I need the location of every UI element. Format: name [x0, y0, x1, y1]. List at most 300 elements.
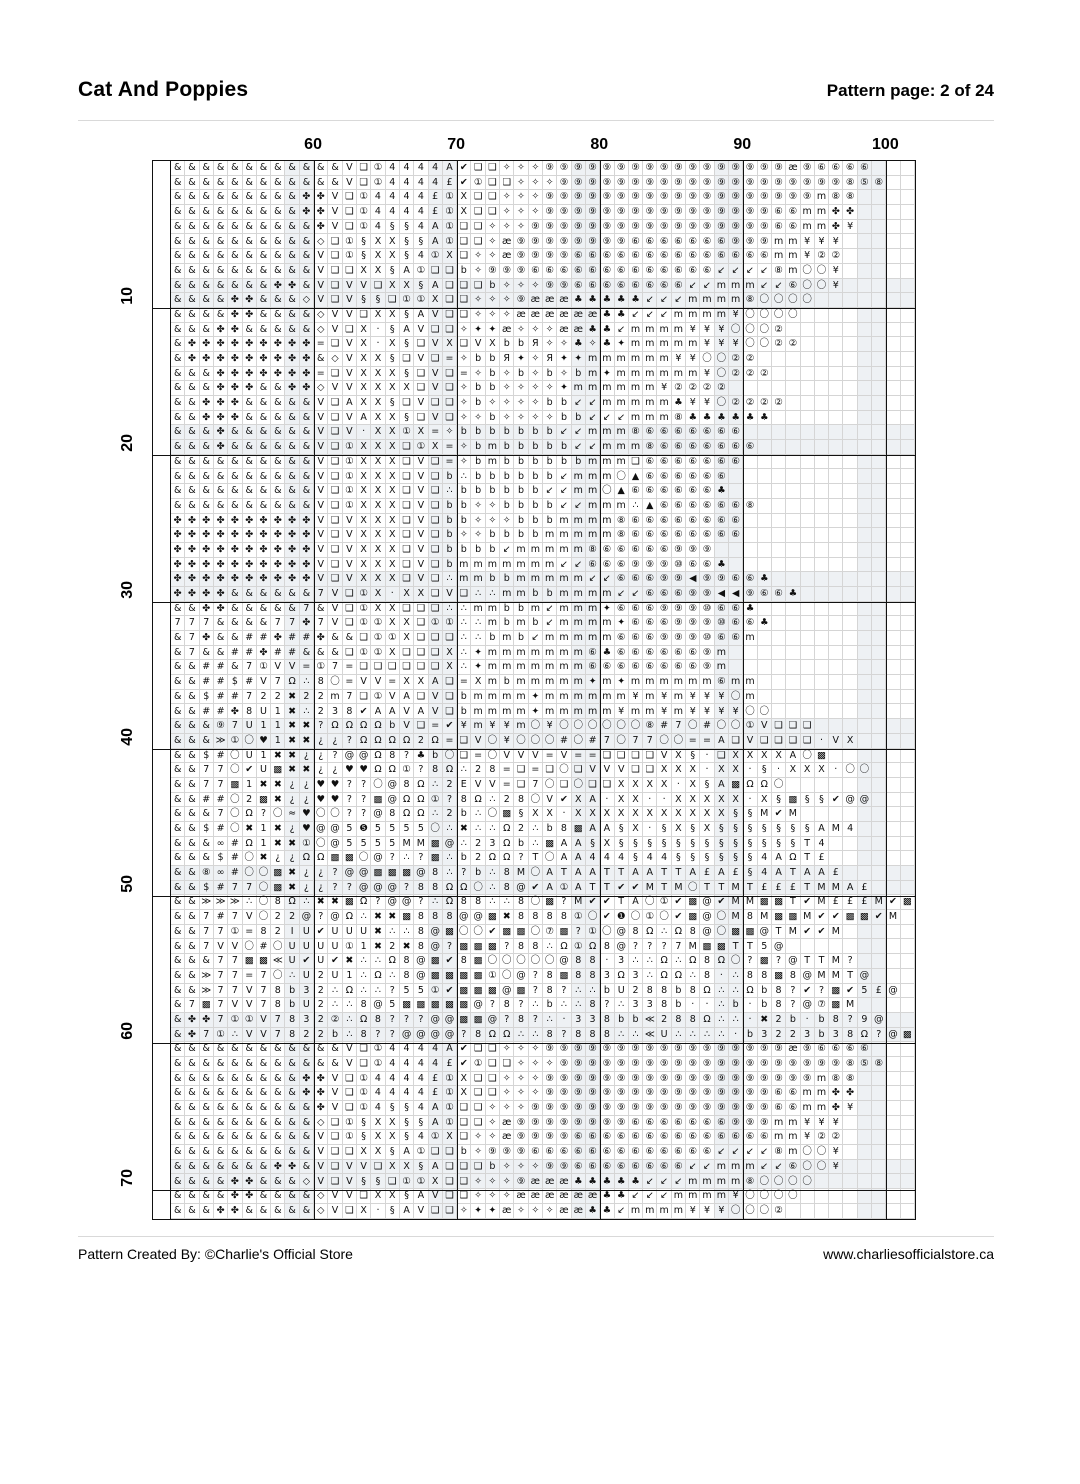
chart-cell: § [715, 851, 729, 866]
chart-cell [858, 264, 872, 279]
chart-cell: ❑ [457, 249, 471, 264]
chart-cell: ⑥ [772, 1101, 786, 1116]
chart-cell: 4 [400, 1086, 414, 1101]
chart-cell: 8 [400, 954, 414, 969]
chart-cell: ⑥ [729, 514, 743, 529]
chart-cell: ▩ [858, 910, 872, 925]
chart-cell: ✖ [285, 734, 299, 749]
chart-cell: & [285, 440, 299, 455]
chart-cell: 7 [171, 616, 185, 631]
chart-cell [886, 455, 900, 470]
chart-cell: ? [529, 969, 543, 984]
chart-cell: Ω [371, 734, 385, 749]
chart-cell: ✤ [200, 631, 214, 646]
chart-cell [843, 337, 857, 352]
chart-cell: U [328, 939, 342, 954]
chart-cell [858, 396, 872, 411]
chart-cell: m [514, 690, 528, 705]
chart-cell: ↙ [743, 1145, 757, 1160]
chart-cell: ⑨ [572, 176, 586, 191]
chart-cell: ? [414, 851, 428, 866]
chart-cell: ⑨ [686, 543, 700, 558]
chart-cell: b [529, 528, 543, 543]
chart-cell: ? [557, 984, 571, 999]
chart-cell: ↙ [758, 264, 772, 279]
chart-cell: = [300, 660, 314, 675]
chart-cell: m [600, 675, 614, 690]
chart-cell: ✦ [572, 352, 586, 367]
chart-cell: m [772, 1116, 786, 1131]
chart-cell: & [200, 837, 214, 852]
chart-cell: ⑥ [600, 249, 614, 264]
chart-cell: ⑥ [772, 205, 786, 220]
chart-cell: ✦ [529, 704, 543, 719]
chart-cell [815, 939, 829, 954]
chart-cell: ? [386, 1013, 400, 1028]
chart-cell [872, 293, 886, 308]
chart-cell: m [643, 1204, 657, 1219]
chart-cell [901, 455, 915, 470]
chart-cell: ✤ [200, 587, 214, 602]
chart-cell: m [686, 367, 700, 382]
chart-cell: 7 [185, 616, 199, 631]
chart-cell: 7 [228, 881, 242, 896]
chart-cell [858, 998, 872, 1013]
chart-cell: X [357, 572, 371, 587]
chart-cell: @ [400, 1028, 414, 1043]
chart-cell: ⑨ [586, 190, 600, 205]
chart-cell: b [457, 704, 471, 719]
chart-cell: ❑ [486, 190, 500, 205]
chart-cell: ⑥ [786, 1086, 800, 1101]
chart-cell: ✤ [300, 337, 314, 352]
chart-cell [843, 851, 857, 866]
chart-cell: 8 [586, 1028, 600, 1043]
chart-cell: M [758, 807, 772, 822]
chart-cell: ⑨ [715, 205, 729, 220]
chart-cell: ⑧ [772, 1145, 786, 1160]
chart-cell [829, 1174, 843, 1189]
chart-cell: 〇 [257, 866, 271, 881]
chart-cell [758, 558, 772, 573]
chart-cell: & [171, 425, 185, 440]
chart-cell: ✤ [185, 528, 199, 543]
chart-cell: & [243, 234, 257, 249]
chart-cell: ⑨ [643, 1086, 657, 1101]
chart-cell: & [185, 690, 199, 705]
chart-cell: X [371, 1189, 385, 1204]
chart-cell: U [257, 763, 271, 778]
chart-cell: ❑ [429, 352, 443, 367]
chart-cell: 8 [600, 939, 614, 954]
chart-cell: £ [443, 176, 457, 191]
chart-cell: ♥ [314, 778, 328, 793]
chart-cell: & [257, 455, 271, 470]
chart-cell: T [715, 881, 729, 896]
chart-cell: 3 [758, 1028, 772, 1043]
chart-cell: ② [729, 367, 743, 382]
chart-cell: 8 [700, 969, 714, 984]
chart-cell: ⑥ [643, 1116, 657, 1131]
chart-cell: X [657, 763, 671, 778]
chart-cell: ↙ [557, 469, 571, 484]
chart-cell: ▩ [729, 925, 743, 940]
chart-cell [786, 440, 800, 455]
chart-cell [901, 807, 915, 822]
chart-cell: 7 [672, 719, 686, 734]
chart-cell: m [643, 367, 657, 382]
chart-cell: ① [371, 690, 385, 705]
chart-cell [843, 631, 857, 646]
chart-cell: V [328, 1204, 342, 1219]
chart-cell: ♣ [758, 572, 772, 587]
chart-cell [872, 749, 886, 764]
chart-cell: ⑥ [615, 543, 629, 558]
chart-cell [901, 616, 915, 631]
chart-cell: ✤ [214, 425, 228, 440]
chart-cell: ✤ [271, 558, 285, 573]
chart-cell: & [285, 308, 299, 323]
chart-cell: m [715, 1189, 729, 1204]
chart-cell: ❑ [443, 279, 457, 294]
chart-cell: ⑥ [657, 234, 671, 249]
chart-cell: 〇 [486, 807, 500, 822]
chart-cell: $ [228, 675, 242, 690]
chart-cell: m [815, 220, 829, 235]
chart-cell: ? [772, 954, 786, 969]
chart-cell [858, 1101, 872, 1116]
chart-cell: ✧ [471, 514, 485, 529]
chart-cell: ❑ [328, 264, 342, 279]
chart-cell: M [572, 895, 586, 910]
chart-cell: b [543, 396, 557, 411]
chart-cell: § [743, 866, 757, 881]
chart-cell: 〇 [700, 352, 714, 367]
chart-cell: ↙ [557, 499, 571, 514]
chart-cell [901, 910, 915, 925]
chart-cell: b [486, 1160, 500, 1175]
chart-cell: X [357, 367, 371, 382]
chart-cell [886, 323, 900, 338]
chart-cell: ① [400, 293, 414, 308]
chart-cell: ⑥ [672, 469, 686, 484]
chart-cell: ⑥ [557, 264, 571, 279]
chart-cell: & [300, 425, 314, 440]
chart-cell: ❑ [414, 646, 428, 661]
chart-cell: & [285, 293, 299, 308]
chart-cell [872, 1160, 886, 1175]
chart-cell: m [557, 660, 571, 675]
chart-cell: ① [343, 939, 357, 954]
chart-cell: m [514, 543, 528, 558]
chart-cell: ⑨ [743, 587, 757, 602]
chart-cell [786, 411, 800, 426]
chart-cell [872, 337, 886, 352]
chart-cell: ♣ [600, 337, 614, 352]
chart-cell: @ [858, 969, 872, 984]
chart-cell: & [300, 1189, 314, 1204]
chart-cell: b [514, 469, 528, 484]
chart-cell: 〇 [801, 264, 815, 279]
chart-cell: 2 [271, 925, 285, 940]
chart-cell: & [285, 176, 299, 191]
chart-cell [786, 939, 800, 954]
chart-cell: ⑥ [672, 660, 686, 675]
chart-cell: & [200, 381, 214, 396]
chart-cell: ✔ [529, 881, 543, 896]
chart-cell: m [529, 675, 543, 690]
chart-cell [886, 337, 900, 352]
chart-cell [872, 660, 886, 675]
chart-cell: 8 [786, 969, 800, 984]
chart-cell: V [343, 572, 357, 587]
chart-cell: & [228, 1116, 242, 1131]
chart-cell: ¥ [500, 719, 514, 734]
chart-cell: § [414, 1160, 428, 1175]
chart-cell: = [243, 969, 257, 984]
chart-cell [772, 514, 786, 529]
chart-cell: 2 [443, 778, 457, 793]
chart-cell: m [672, 1189, 686, 1204]
chart-cell: ¥ [729, 337, 743, 352]
chart-cell: ⑥ [657, 249, 671, 264]
chart-cell: & [171, 837, 185, 852]
chart-cell: b [285, 998, 299, 1013]
chart-cell: M [829, 881, 843, 896]
chart-cell: ① [443, 1101, 457, 1116]
chart-cell: & [257, 279, 271, 294]
chart-cell: X [486, 337, 500, 352]
chart-cell: ✤ [185, 1013, 199, 1028]
chart-cell: = [243, 925, 257, 940]
chart-cell: ❑ [328, 1160, 342, 1175]
chart-cell: ¥ [700, 704, 714, 719]
chart-cell: X [386, 499, 400, 514]
chart-cell: ∴ [457, 837, 471, 852]
chart-cell: ❑ [400, 352, 414, 367]
chart-cell: æ [500, 1116, 514, 1131]
chart-cell: ↙ [729, 1145, 743, 1160]
chart-cell: ✧ [486, 293, 500, 308]
chart-cell: 7 [228, 969, 242, 984]
chart-cell [901, 469, 915, 484]
chart-cell: ¥ [700, 337, 714, 352]
chart-cell: ≪ [643, 1013, 657, 1028]
chart-cell [886, 1101, 900, 1116]
chart-cell: ∴ [471, 587, 485, 602]
chart-cell [743, 646, 757, 661]
chart-cell: ⑥ [715, 234, 729, 249]
chart-cell: ✤ [214, 352, 228, 367]
chart-cell: ▩ [471, 954, 485, 969]
chart-cell: & [171, 675, 185, 690]
chart-cell: & [185, 793, 199, 808]
chart-cell: ❑ [443, 1145, 457, 1160]
chart-cell: ⑥ [686, 484, 700, 499]
chart-cell: U [285, 954, 299, 969]
chart-cell: V [314, 543, 328, 558]
chart-cell [872, 264, 886, 279]
chart-cell: # [657, 719, 671, 734]
chart-cell: 7 [200, 763, 214, 778]
chart-cell [858, 954, 872, 969]
chart-cell: b [471, 543, 485, 558]
chart-cell: ❑ [443, 264, 457, 279]
chart-cell [901, 1189, 915, 1204]
chart-cell: @ [514, 881, 528, 896]
chart-cell [858, 190, 872, 205]
chart-cell: ⑨ [700, 543, 714, 558]
chart-cell: ⑨ [529, 1116, 543, 1131]
chart-cell: ❑ [328, 455, 342, 470]
chart-cell [872, 455, 886, 470]
chart-cell: ❺ [357, 822, 371, 837]
chart-cell: # [214, 660, 228, 675]
chart-cell: ¿ [314, 734, 328, 749]
chart-cell: 〇 [572, 778, 586, 793]
chart-cell: ❑ [429, 660, 443, 675]
chart-cell: X [371, 587, 385, 602]
chart-cell: 〇 [786, 293, 800, 308]
chart-cell: ▩ [772, 910, 786, 925]
chart-cell: @ [843, 793, 857, 808]
chart-cell: ✔ [629, 881, 643, 896]
chart-cell: & [171, 381, 185, 396]
chart-cell: m [615, 425, 629, 440]
chart-cell: ① [371, 631, 385, 646]
chart-cell: X [386, 425, 400, 440]
chart-cell [843, 1204, 857, 1219]
chart-cell: 〇 [529, 866, 543, 881]
chart-cell: A [572, 881, 586, 896]
chart-cell: & [200, 1145, 214, 1160]
chart-cell: ▩ [443, 969, 457, 984]
chart-cell: ⑥ [829, 161, 843, 176]
chart-cell: X [686, 807, 700, 822]
chart-cell: ⑥ [843, 161, 857, 176]
chart-cell: ✤ [228, 514, 242, 529]
chart-cell: ❑ [457, 234, 471, 249]
chart-cell: A [414, 1189, 428, 1204]
chart-cell: & [185, 1145, 199, 1160]
chart-cell: ▩ [786, 910, 800, 925]
chart-cell [743, 543, 757, 558]
chart-cell: b [457, 514, 471, 529]
chart-cell: ⑥ [686, 528, 700, 543]
chart-cell: ❑ [343, 323, 357, 338]
chart-cell: æ [500, 1130, 514, 1145]
chart-cell: ▩ [400, 910, 414, 925]
chart-cell: b [514, 440, 528, 455]
chart-cell: Ω [557, 939, 571, 954]
chart-cell: & [228, 469, 242, 484]
chart-cell: V [243, 998, 257, 1013]
chart-cell: ⑥ [629, 646, 643, 661]
chart-cell [758, 646, 772, 661]
chart-cell: 8 [586, 954, 600, 969]
chart-cell [858, 719, 872, 734]
chart-cell: 2 [629, 984, 643, 999]
chart-cell [801, 411, 815, 426]
chart-cell: & [171, 411, 185, 426]
chart-cell: V [343, 514, 357, 529]
chart-cell: A [572, 851, 586, 866]
chart-cell: ① [429, 793, 443, 808]
chart-cell: ⑥ [672, 234, 686, 249]
chart-cell [886, 264, 900, 279]
chart-cell: b [500, 484, 514, 499]
chart-cell: 7 [271, 675, 285, 690]
chart-cell: @ [314, 822, 328, 837]
chart-cell: b [529, 469, 543, 484]
chart-cell: ✦ [514, 352, 528, 367]
chart-cell: ◇ [314, 381, 328, 396]
chart-cell [901, 367, 915, 382]
chart-cell: ⑨ [629, 161, 643, 176]
chart-cell: m [328, 690, 342, 705]
chart-cell: M [672, 881, 686, 896]
chart-cell: ↙ [643, 1189, 657, 1204]
chart-cell: ❑ [486, 1042, 500, 1057]
chart-cell: Ω [343, 910, 357, 925]
chart-cell [886, 308, 900, 323]
chart-cell: 2 [300, 1028, 314, 1043]
chart-cell: ▩ [471, 1013, 485, 1028]
chart-cell: ① [371, 176, 385, 191]
chart-cell: ⑨ [700, 572, 714, 587]
chart-cell [843, 572, 857, 587]
chart-cell: m [615, 367, 629, 382]
chart-cell: ⑨ [772, 176, 786, 191]
chart-cell: ✤ [243, 528, 257, 543]
chart-cell: ⑨ [657, 631, 671, 646]
chart-cell: 1 [357, 939, 371, 954]
chart-cell: V [343, 308, 357, 323]
chart-cell: b [572, 455, 586, 470]
chart-cell: ✔ [314, 925, 328, 940]
chart-cell: æ [514, 1189, 528, 1204]
chart-cell: & [200, 499, 214, 514]
chart-cell: ① [443, 1116, 457, 1131]
chart-cell: ① [357, 205, 371, 220]
chart-cell: & [171, 205, 185, 220]
chart-cell: ✖ [457, 822, 471, 837]
chart-cell: ? [643, 939, 657, 954]
chart-cell: 7 [672, 939, 686, 954]
chart-cell [786, 660, 800, 675]
chart-cell: ? [743, 954, 757, 969]
chart-cell: T [672, 866, 686, 881]
chart-cell [829, 396, 843, 411]
chart-cell: & [243, 616, 257, 631]
chart-cell: ✤ [185, 572, 199, 587]
chart-cell [843, 234, 857, 249]
chart-cell: m [715, 279, 729, 294]
chart-cell [886, 587, 900, 602]
chart-cell: & [171, 984, 185, 999]
chart-cell: Ω [300, 851, 314, 866]
chart-cell: ❑ [343, 1145, 357, 1160]
chart-cell: V [471, 778, 485, 793]
chart-cell: ∴ [357, 954, 371, 969]
chart-cell [858, 1072, 872, 1087]
chart-cell: & [185, 749, 199, 764]
chart-cell: b [529, 616, 543, 631]
chart-cell: ⑨ [600, 1101, 614, 1116]
chart-cell: ✖ [271, 749, 285, 764]
chart-cell: ✧ [500, 293, 514, 308]
chart-cell: ⑥ [657, 455, 671, 470]
